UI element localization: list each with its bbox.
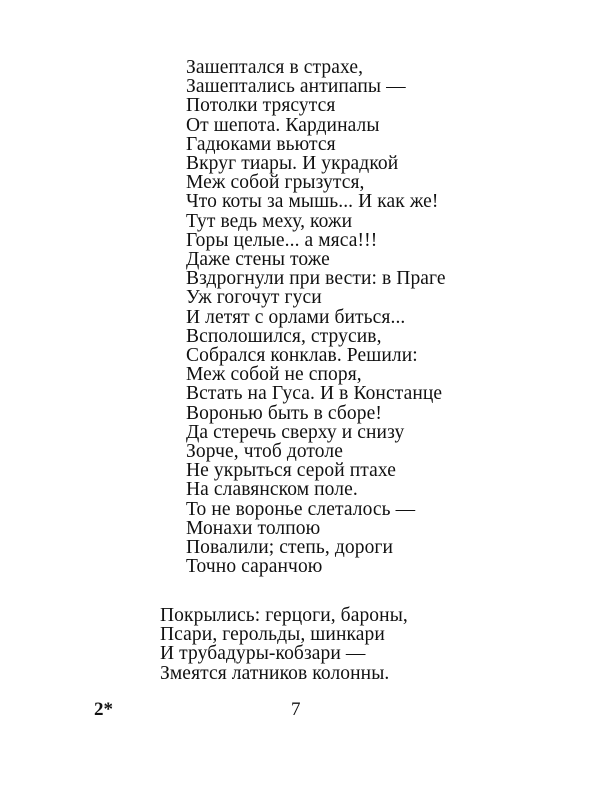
poem-line: Псари, герольды, шинкари bbox=[160, 624, 385, 646]
poem-line: Точно саранчою bbox=[186, 556, 323, 578]
poem-line: Вкруг тиары. И украдкой bbox=[186, 153, 399, 175]
poem-line: Потолки трясутся bbox=[186, 95, 336, 117]
poem-line: Меж собой грызутся, bbox=[186, 172, 365, 194]
poem-line: От шепота. Кардиналы bbox=[186, 114, 380, 136]
poem-line: Покрылись: герцоги, бароны, bbox=[160, 605, 408, 626]
poem-line: Не укрыться серой птахе bbox=[186, 460, 397, 482]
poem-stanza-2 bbox=[160, 606, 408, 683]
poem-line: На славянском поле. bbox=[186, 479, 358, 501]
poem-line: Зорче, чтоб дотоле bbox=[186, 441, 343, 463]
poem-line: Тут ведь меху, кожи bbox=[186, 210, 353, 232]
poem-line: Всполошился, струсив, bbox=[186, 325, 382, 347]
poem-line: Воронью быть в сборе! bbox=[186, 402, 382, 424]
poem-line: Горы целые... а мяса!!! bbox=[186, 229, 378, 251]
page-number: 7 bbox=[291, 699, 301, 720]
poem-line: И трубадуры-кобзари — bbox=[160, 643, 366, 665]
poem-line: Зашептался в страхе, bbox=[186, 57, 364, 78]
poem-line: То не воронье слеталось — bbox=[186, 498, 416, 520]
poem-line: Да стеречь сверху и снизу bbox=[186, 421, 405, 443]
poem-line: Гадюками вьются bbox=[186, 133, 336, 155]
poem-line: Уж гогочут гуси bbox=[186, 287, 322, 309]
poem-line: Что коты за мышь... И как же! bbox=[186, 191, 439, 213]
poem-line: Встать на Гуса. И в Констанце bbox=[186, 383, 443, 405]
poem-line: Змеятся латников колонны. bbox=[160, 662, 390, 684]
poem-line: Собрался конклав. Решили: bbox=[186, 345, 418, 367]
poem-line: И летят с орлами биться... bbox=[186, 306, 406, 328]
poem-line: Повалили; степь, дороги bbox=[186, 537, 394, 559]
printer-signature-mark: 2* bbox=[94, 699, 113, 720]
poem-line: Меж собой не споря, bbox=[186, 364, 362, 386]
poem-stanza-1 bbox=[186, 58, 446, 576]
poem-line: Даже стены тоже bbox=[186, 249, 330, 271]
poem-line: Монахи толпою bbox=[186, 517, 321, 539]
poem-line: Вздрогнули при вести: в Праге bbox=[186, 268, 446, 290]
poem-line: Зашептались антипапы — bbox=[186, 76, 406, 98]
